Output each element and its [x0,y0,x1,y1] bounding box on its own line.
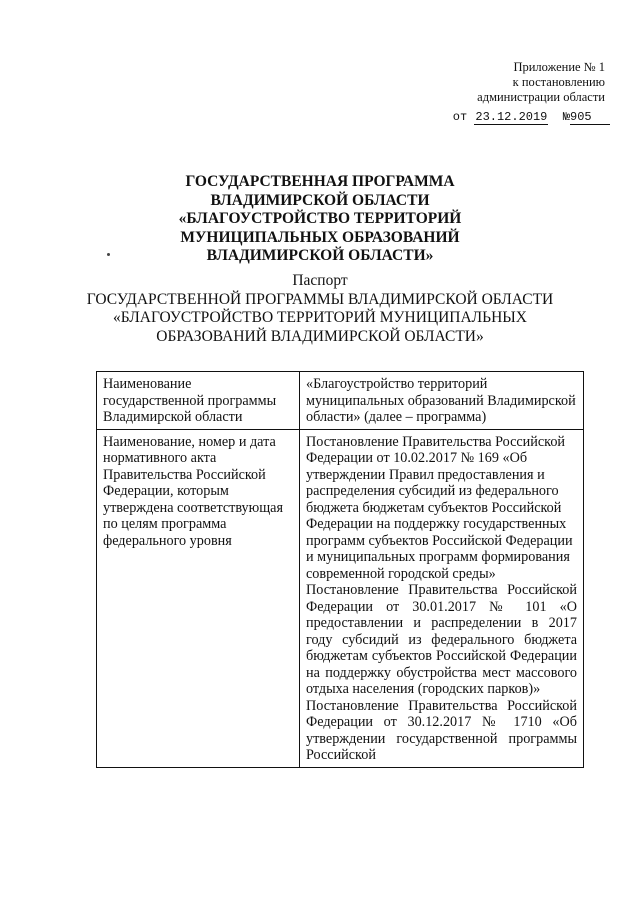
decree-paragraph: Постановление Правительства Российской Федерации от 30.01.2017 № 101 «О предоставлении и распределении в 2017 году субсидий из федерального бюджета бюджетам субъектов Российской Федерации на поддержку обустройства мест массового отдыха населения (городских парков)» [306,582,577,697]
table-row [97,372,584,430]
decree-date: 23.12.2019 [475,110,548,124]
table-cell-value: «Благоустройство территорий муниципальных образований Владимирской области» (далее – программа) [300,372,584,430]
passport-line: ОБРАЗОВАНИЙ ВЛАДИМИРСКОЙ ОБЛАСТИ» [156,327,484,345]
passport-line: ГОСУДАРСТВЕННОЙ ПРОГРАММЫ ВЛАДИМИРСКОЙ ОБЛАСТИ [86,290,554,308]
table-cell-label: Наименование, номер и дата нормативного акта Правительства Российской Федерации, которым утверждена соответствующая по целям программа федерального уровня [97,429,300,767]
passport-table [96,371,584,768]
decree-number-label: № [562,110,570,124]
table-cell-label: Наименование государственной программы Владимирской области [97,372,300,430]
passport-line: «БЛАГОУСТРОЙСТВО ТЕРРИТОРИЙ МУНИЦИПАЛЬНЫХ [112,309,527,326]
title-line: «БЛАГОУСТРОЙСТВО ТЕРРИТОРИЙ [178,210,462,227]
title-line: ГОСУДАРСТВЕННАЯ ПРОГРАММА [185,173,455,190]
decree-paragraph: Постановление Правительства Российской Федерации от 10.02.2017 № 169 «Об утверждении Правил предоставления и распределения субсидий из федерального бюджета бюджетам субъектов Российской Федерации на поддержку государственных программ субъектов Российской Федерации и муниципальных программ формирования современной городской среды» [306,433,573,582]
date-from-label: от [452,110,468,124]
table-row [97,429,584,767]
program-title [0,173,640,266]
title-line: ВЛАДИМИРСКОЙ ОБЛАСТИ [210,191,430,209]
appendix-line-2: к постановлению [512,75,605,89]
title-line: МУНИЦИПАЛЬНЫХ ОБРАЗОВАНИЙ [180,228,460,246]
passport-heading [0,272,640,346]
appendix-block [477,60,605,105]
appendix-line-1: Приложение № 1 [513,60,605,74]
table-cell-value [300,429,584,767]
decree-date-line [453,110,610,125]
decree-paragraph: Постановление Правительства Российской Федерации от 30.12.2017 № 1710 «Об утверждении государственной программы Российской [306,697,577,763]
appendix-line-3: администрации области [477,90,605,104]
title-line: ВЛАДИМИРСКОЙ ОБЛАСТИ» [206,247,434,264]
decree-number: 905 [570,110,610,125]
passport-line: Паспорт [292,272,348,289]
